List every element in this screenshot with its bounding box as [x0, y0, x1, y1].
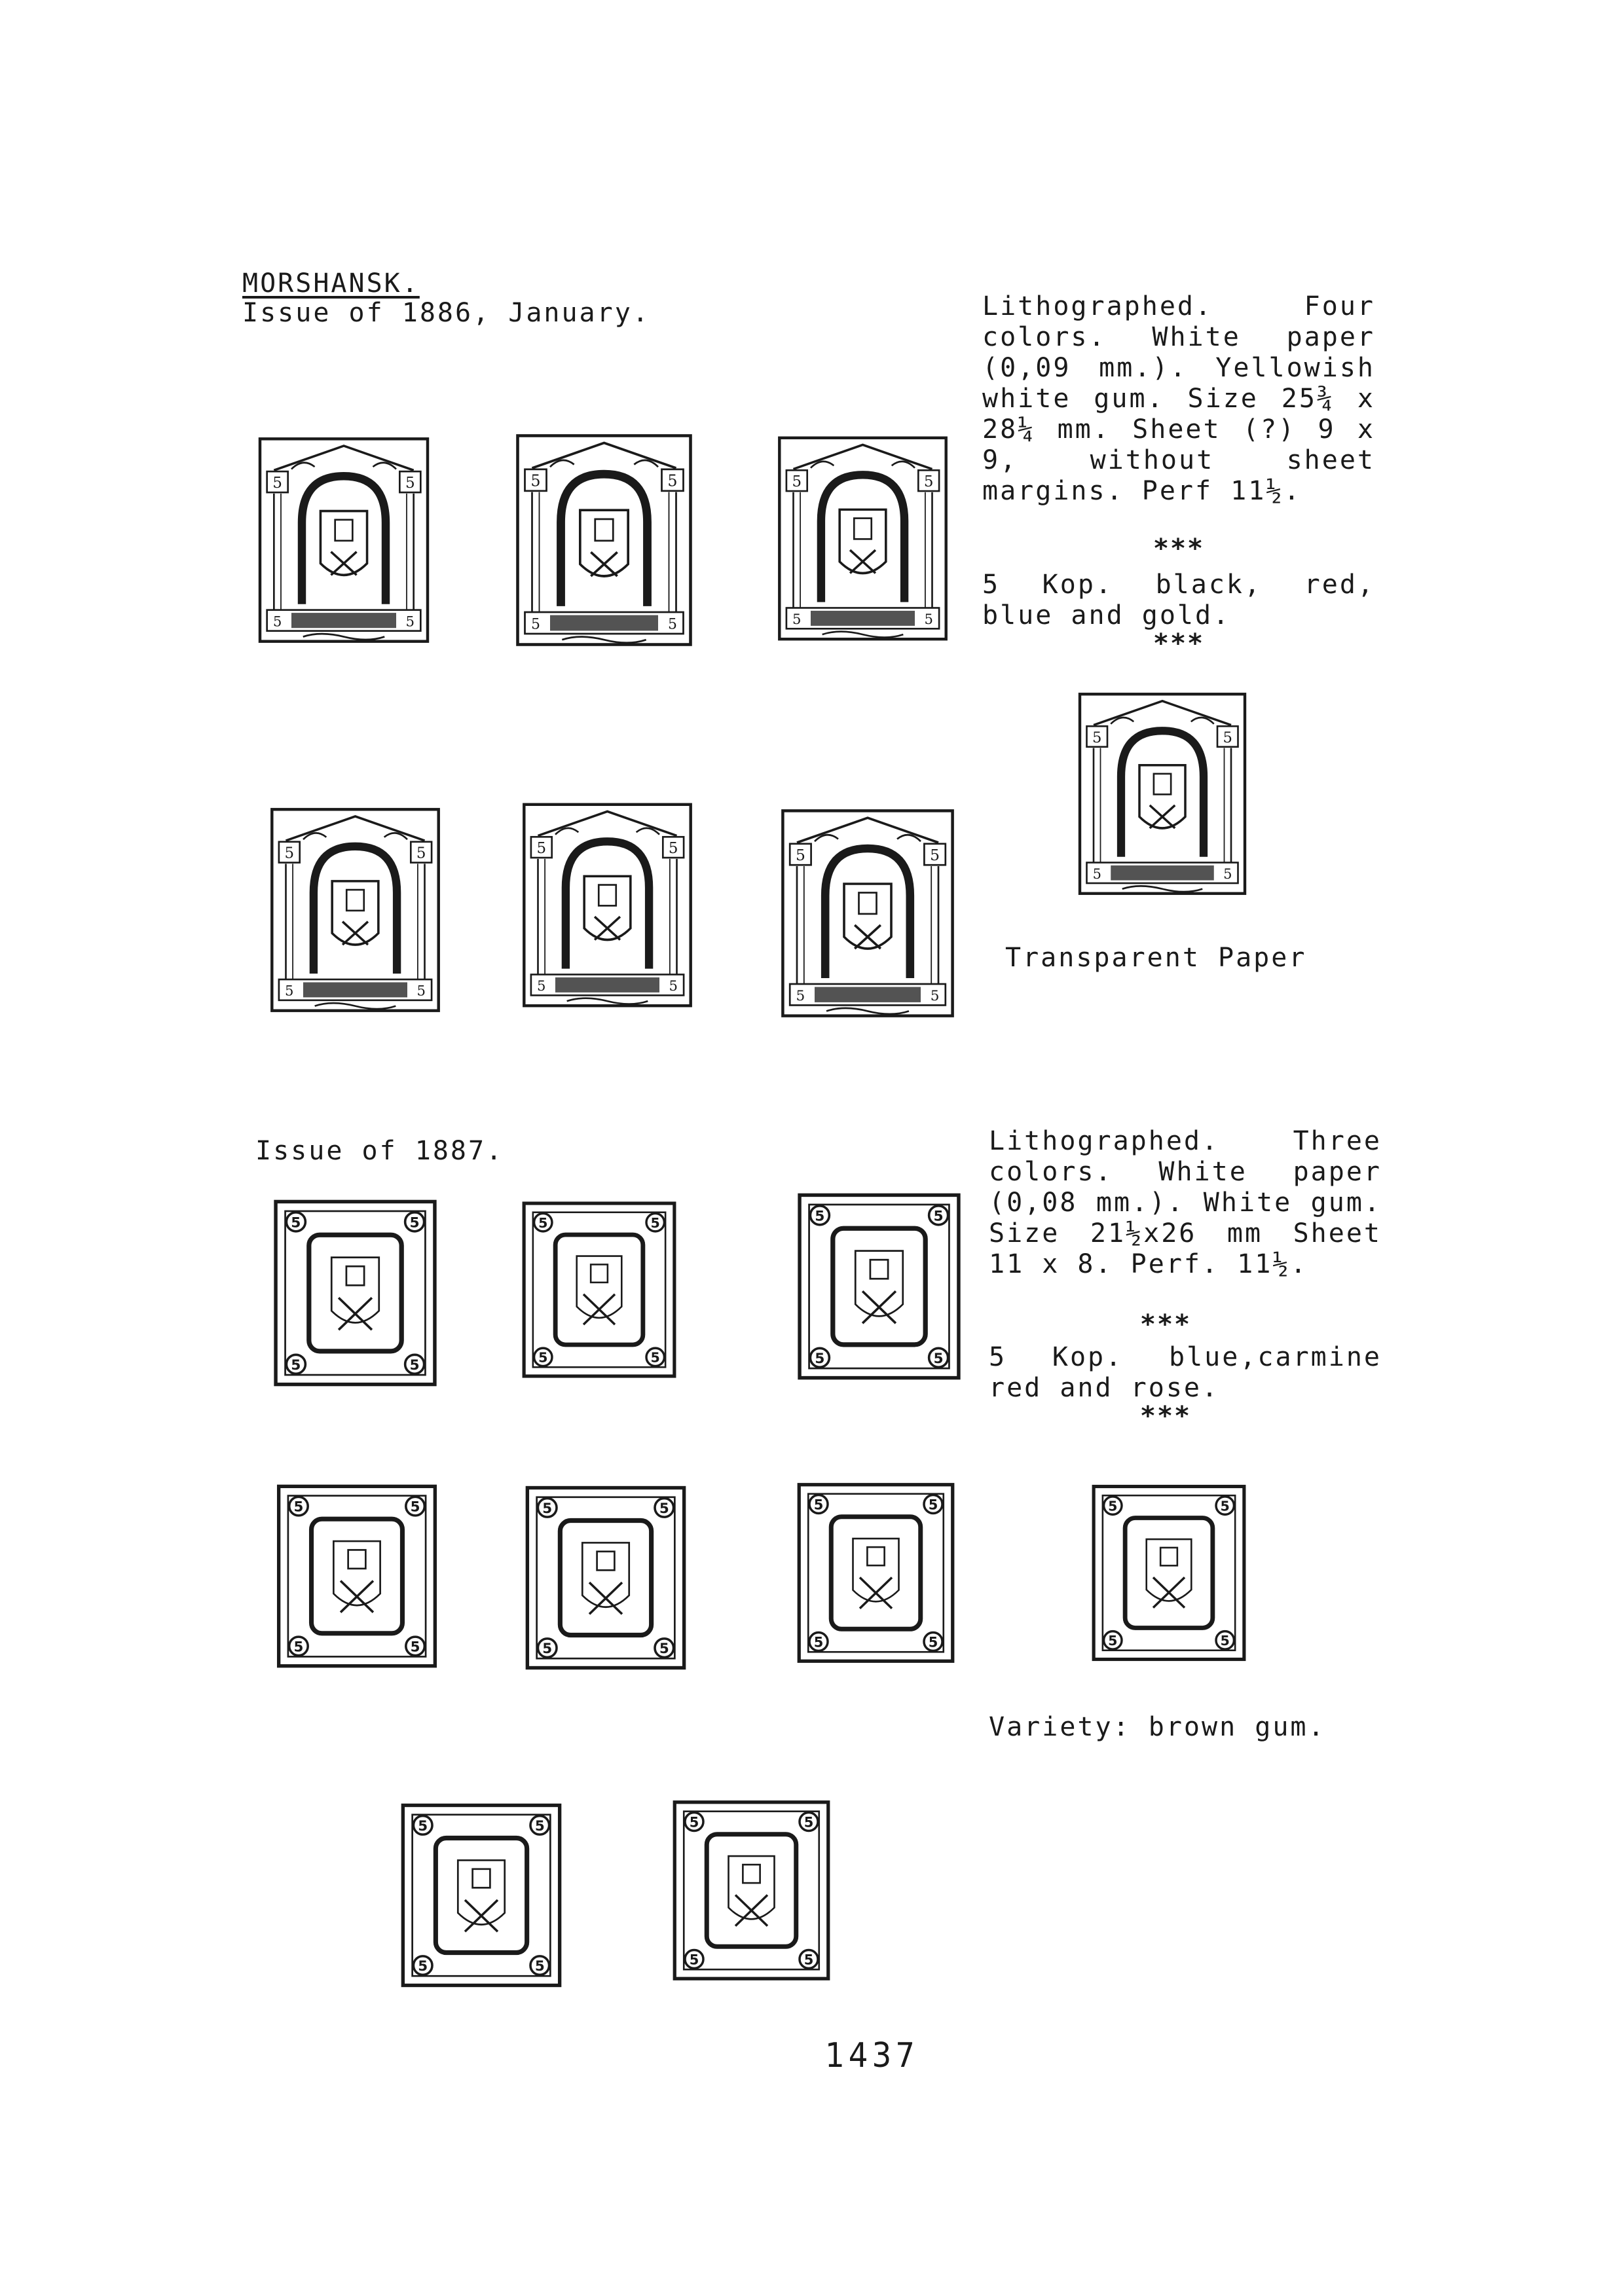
page-number: 1437	[825, 2036, 919, 2075]
stamp-1887-1	[272, 1198, 439, 1388]
issue-1886-description: Lithographed. Four colors. White paper (0,09 mm.). Yellowish white gum. Size 25¾ x 28¼ mm. Sheet (?) 9 x 9, without sheet margins. Perf 11½.	[982, 291, 1375, 506]
section-title: MORSHANSK.	[242, 268, 420, 299]
issue-1886-stars-1: ***	[1153, 534, 1205, 564]
issue-1887-description: Lithographed. Three colors. White paper (0,08 mm.). White gum. Size 21½x26 mm Sheet 11 x 8. Perf. 11½.	[989, 1126, 1382, 1279]
stamp-1886-transparent	[1074, 691, 1251, 897]
issue-1887-stars-1: ***	[1139, 1309, 1192, 1339]
brown-gum-caption: Variety: brown gum.	[989, 1712, 1326, 1742]
stamp-1886-6	[779, 805, 956, 1021]
stamp-1886-3	[776, 432, 950, 645]
transparent-paper-caption: Transparent Paper	[1005, 943, 1307, 973]
stamp-1887-2	[521, 1198, 678, 1381]
stamp-1887-8	[399, 1800, 563, 1990]
stamp-1886-4	[268, 805, 442, 1015]
stamp-1887-5	[524, 1483, 688, 1673]
issue-1886-stars-2: ***	[1153, 629, 1205, 659]
stamp-1887-3	[796, 1192, 963, 1381]
issue-1886-heading: Issue of 1886, January.	[242, 298, 650, 328]
stamp-1886-1	[255, 435, 432, 645]
stamp-1886-2	[514, 432, 694, 648]
stamp-1887-4	[275, 1483, 439, 1669]
issue-1886-value: 5 Kop. black, red, blue and gold.	[982, 570, 1375, 630]
stamp-1887-6	[796, 1480, 956, 1666]
issue-1887-value: 5 Kop. blue,carmine red and rose.	[989, 1342, 1382, 1403]
stamp-1887-9	[671, 1794, 832, 1987]
issue-1887-stars-2: ***	[1139, 1401, 1192, 1431]
stamp-1886-5	[521, 795, 694, 1015]
stamp-1887-7	[1090, 1480, 1247, 1666]
issue-1887-heading: Issue of 1887.	[255, 1136, 504, 1166]
